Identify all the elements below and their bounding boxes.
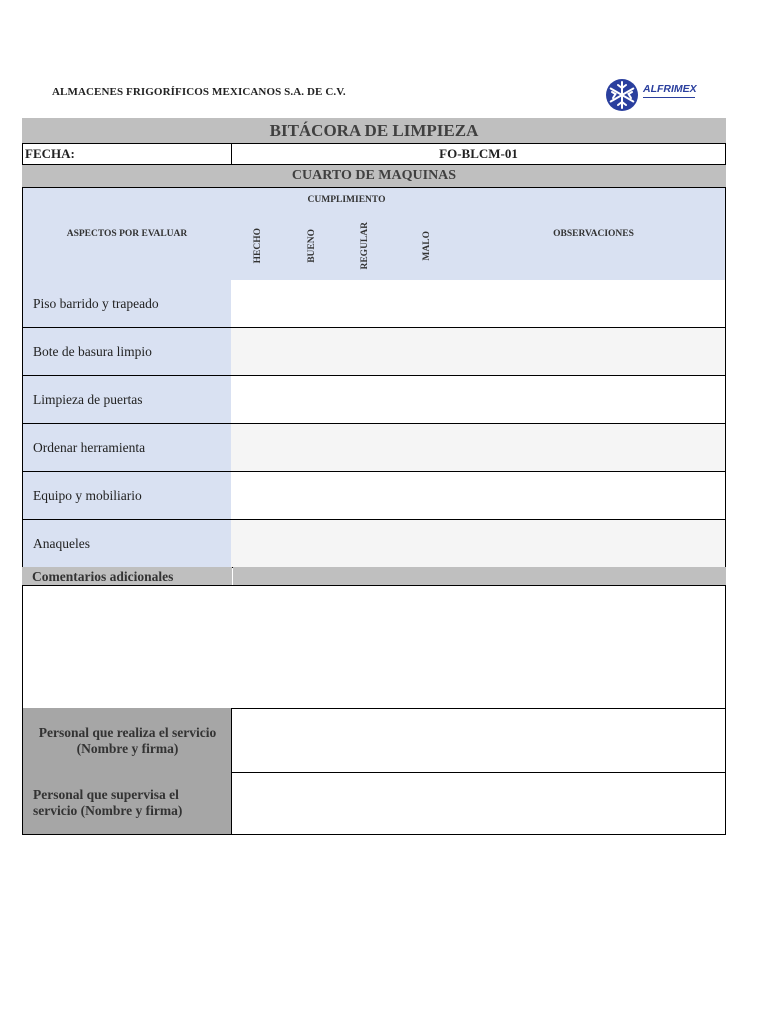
malo-cell[interactable] <box>392 280 463 328</box>
regular-header <box>338 212 393 281</box>
regular-cell[interactable] <box>338 376 393 424</box>
aspects-header: ASPECTOS POR EVALUAR <box>22 187 232 281</box>
performer-signature-field[interactable] <box>231 708 726 773</box>
company-name: ALMACENES FRIGORÍFICOS MEXICANOS S.A. DE C.V. <box>52 86 346 98</box>
bueno-label: BUENO <box>306 229 317 263</box>
bueno-header <box>285 212 339 281</box>
hecho-cell[interactable] <box>231 376 286 424</box>
malo-header <box>392 212 463 281</box>
compliance-header: CUMPLIMIENTO <box>231 187 463 213</box>
hecho-cell[interactable] <box>231 328 286 376</box>
malo-cell[interactable] <box>392 376 463 424</box>
logo-text: ALFRIMEX <box>643 83 697 95</box>
row-label: Ordenar herramienta <box>22 424 232 472</box>
snowflake-logo-icon <box>605 78 639 112</box>
bueno-cell[interactable] <box>285 520 339 568</box>
row-label: Piso barrido y trapeado <box>22 280 232 328</box>
supervisor-label: Personal que supervisa el servicio (Nombre y firma) <box>22 772 232 835</box>
regular-cell[interactable] <box>338 280 393 328</box>
malo-cell[interactable] <box>392 424 463 472</box>
comments-header-fill <box>233 567 726 586</box>
hecho-cell[interactable] <box>231 520 286 568</box>
bueno-cell[interactable] <box>285 376 339 424</box>
bueno-cell[interactable] <box>285 280 339 328</box>
date-label: FECHA: <box>22 143 232 165</box>
bueno-cell[interactable] <box>285 328 339 376</box>
hecho-cell[interactable] <box>231 472 286 520</box>
regular-cell[interactable] <box>338 328 393 376</box>
regular-cell[interactable] <box>338 424 393 472</box>
observations-cell[interactable] <box>462 376 726 424</box>
section-title: CUARTO DE MAQUINAS <box>22 165 726 187</box>
row-label: Limpieza de puertas <box>22 376 232 424</box>
malo-label: MALO <box>422 231 432 261</box>
observations-cell[interactable] <box>462 424 726 472</box>
comments-area[interactable] <box>22 585 726 709</box>
hecho-cell[interactable] <box>231 280 286 328</box>
observations-cell[interactable] <box>462 328 726 376</box>
performer-label: Personal que realiza el servicio (Nombre y firma) <box>22 708 232 773</box>
malo-cell[interactable] <box>392 472 463 520</box>
comments-label: Comentarios adicionales <box>22 567 232 586</box>
row-label: Anaqueles <box>22 520 232 568</box>
malo-cell[interactable] <box>392 328 463 376</box>
malo-cell[interactable] <box>392 520 463 568</box>
form-title: BITÁCORA DE LIMPIEZA <box>22 118 726 143</box>
observations-cell[interactable] <box>462 280 726 328</box>
regular-cell[interactable] <box>338 472 393 520</box>
row-label: Bote de basura limpio <box>22 328 232 376</box>
hecho-label: HECHO <box>253 228 263 264</box>
observations-cell[interactable] <box>462 472 726 520</box>
alfrimex-logo <box>605 76 705 116</box>
bueno-cell[interactable] <box>285 424 339 472</box>
bueno-cell[interactable] <box>285 472 339 520</box>
regular-label: REGULAR <box>360 222 370 270</box>
hecho-header <box>231 212 286 281</box>
observations-cell[interactable] <box>462 520 726 568</box>
logo-underline <box>643 97 695 98</box>
regular-cell[interactable] <box>338 520 393 568</box>
form-code: FO-BLCM-01 <box>231 143 726 165</box>
supervisor-signature-field[interactable] <box>231 772 726 835</box>
observations-header: OBSERVACIONES <box>462 187 726 281</box>
row-label: Equipo y mobiliario <box>22 472 232 520</box>
hecho-cell[interactable] <box>231 424 286 472</box>
